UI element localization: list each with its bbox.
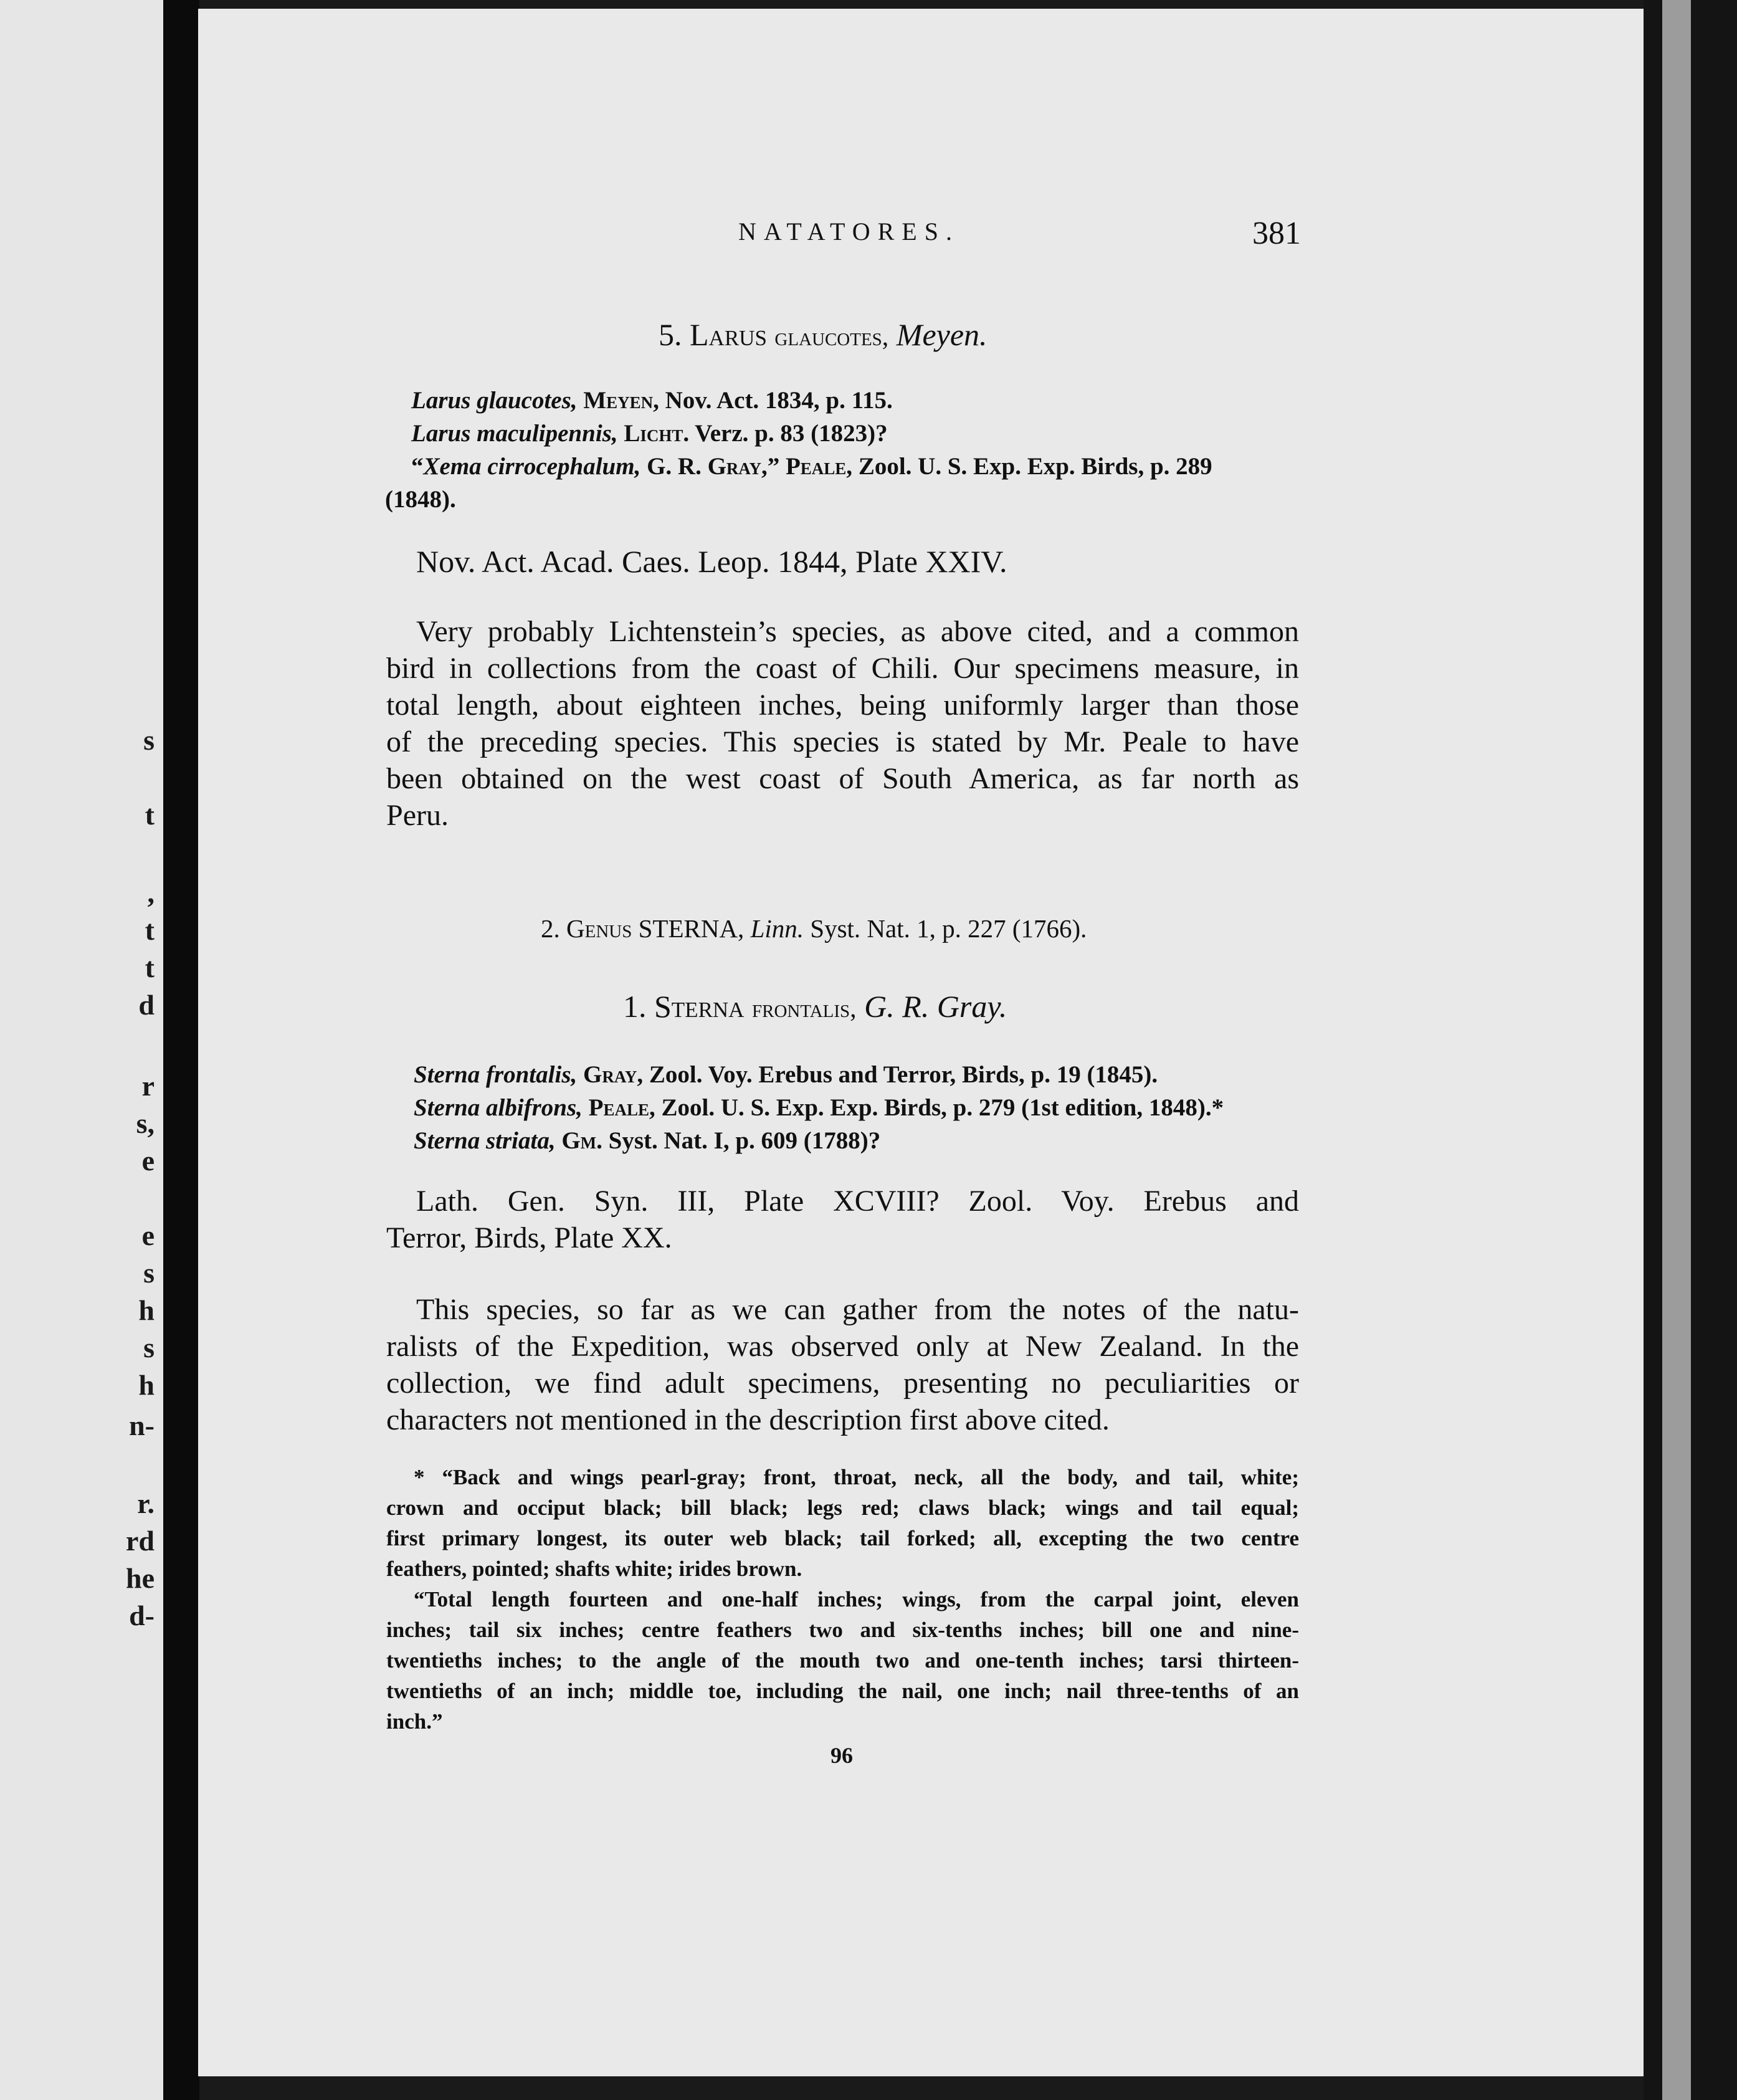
footnote-line: * “Back and wings pearl-gray; front, throat, neck, all the body, and tail, white; [414, 1465, 1299, 1489]
synonym-reference: Verz. p. 83 (1823)? [695, 420, 888, 447]
text-line: bird in collections from the coast of Chili. Our specimens measure, in [386, 652, 1299, 685]
synonym-reference: Zool. U. S. Exp. Exp. Birds, p. 279 (1st edition, 1848).* [661, 1094, 1224, 1121]
text-line: of the preceding species. This species is stated by Mr. Peale to have [386, 725, 1299, 758]
synonym-author: Licht. [624, 420, 690, 447]
facing-page-fragment: r [141, 1070, 155, 1102]
text-line: been obtained on the west coast of South America, as far north as [386, 762, 1299, 795]
text-line: Terror, Birds, Plate XX. [386, 1221, 672, 1254]
facing-page-fragment: s [143, 724, 155, 756]
genus-label: Genus [566, 914, 632, 943]
species-heading [659, 317, 987, 353]
footnote-line: first primary longest, its outer web black; tail forked; all, excepting the two centre [386, 1526, 1299, 1550]
synonym-author: G. R. Gray,” [647, 453, 780, 480]
text-line: Very probably Lichtenstein’s species, as above cited, and a common [416, 615, 1299, 648]
footnote-line: inch.” [386, 1709, 443, 1734]
page-number: 381 [1252, 216, 1301, 251]
synonym-entry [411, 450, 1212, 483]
footnote-line: “Total length fourteen and one-half inches; wings, from the carpal joint, eleven [414, 1587, 1299, 1611]
synonym-entry [411, 384, 1212, 417]
plate-reference [386, 1183, 1299, 1256]
text-line: Lath. Gen. Syn. III, Plate XCVIII? Zool. Voy. Erebus and [416, 1185, 1299, 1218]
facing-page-fragment: d [138, 989, 155, 1021]
facing-page-fragment: t [145, 799, 155, 831]
genus-heading [541, 914, 1087, 943]
heading-species: frontalis, [751, 995, 857, 1023]
footnote-line: inches; tail six inches; centre feathers two and six-tenths inches; bill one and nine- [386, 1618, 1299, 1642]
footnote-line: twentieths inches; to the angle of the mouth two and one-tenth inches; tarsi thirteen- [386, 1648, 1299, 1673]
synonym-entry [414, 1091, 1224, 1124]
facing-page-fragment: s [143, 1257, 155, 1289]
heading-number: 1. [623, 989, 647, 1024]
footnote [386, 1462, 1299, 1737]
facing-page-fragment: e [141, 1219, 155, 1251]
running-title: NATATORES. [738, 217, 959, 246]
heading-genus: Sterna [654, 989, 745, 1024]
facing-page-fragment: h [138, 1294, 155, 1326]
synonym-name: Sterna striata, [414, 1127, 556, 1154]
facing-page-fragment: d- [129, 1600, 155, 1631]
synonym-reference: Zool. Voy. Erebus and Terror, Birds, p. 19 (1845). [649, 1061, 1158, 1088]
heading-number: 5. [659, 317, 682, 352]
synonym-name: Larus glaucotes, [411, 387, 578, 414]
synonym-author: Gray, [583, 1061, 644, 1088]
genus-name: STERNA, [638, 914, 745, 943]
facing-page-fragment: he [126, 1562, 155, 1594]
text-line: total length, about eighteen inches, being uniformly larger than those [386, 689, 1299, 722]
synonym-name: Sterna frontalis, [414, 1061, 578, 1088]
synonym-author: Gm. [561, 1127, 602, 1154]
text-line: collection, we find adult specimens, presenting no peculiarities or [386, 1367, 1299, 1400]
synonym-name: Larus maculipennis, [411, 420, 618, 447]
synonymy [411, 384, 1212, 483]
body-paragraph [386, 1291, 1299, 1438]
genus-reference: Syst. Nat. 1, p. 227 (1766). [810, 914, 1087, 943]
book-spine [163, 0, 199, 2100]
facing-page-fragment: e [141, 1145, 155, 1176]
species-heading [623, 988, 1007, 1024]
plate-reference: Nov. Act. Acad. Caes. Leop. 1844, Plate XXIV. [416, 544, 1007, 579]
facing-page-fragment: r. [137, 1487, 155, 1519]
synonymy [414, 1058, 1224, 1157]
synonym-name: Xema cirrocephalum, [423, 453, 641, 480]
synonym-continuation: (1848). [385, 486, 456, 513]
facing-page-fragment: s, [136, 1107, 155, 1139]
facing-page-fragment: h [138, 1369, 155, 1401]
text-line: This species, so far as we can gather from the notes of the natu- [416, 1293, 1299, 1326]
facing-page-fragment: rd [126, 1525, 155, 1557]
facing-page-fragment: s [143, 1332, 155, 1363]
facing-page-fragment: n- [129, 1410, 155, 1441]
synonym-name: Sterna albifrons, [414, 1094, 583, 1121]
text-line: ralists of the Expedition, was observed only at New Zealand. In the [386, 1330, 1299, 1363]
synonym-entry [414, 1058, 1224, 1091]
synonym-author: Meyen, [583, 387, 659, 414]
synonym-entry [414, 1124, 1224, 1157]
synonym-reference: Nov. Act. 1834, p. 115. [665, 387, 893, 414]
footnote-line: crown and occiput black; bill black; legs red; claws black; wings and tail equal; [386, 1496, 1299, 1520]
synonym-reference: Zool. U. S. Exp. Exp. Birds, p. 289 [858, 453, 1212, 480]
facing-page-fragment: , [147, 877, 155, 909]
heading-genus: Larus [690, 317, 767, 352]
facing-page-fragment: t [145, 952, 155, 983]
body-paragraph [386, 613, 1299, 834]
quote-mark: “ [411, 453, 424, 480]
footnote-line: twentieths of an inch; middle toe, including the nail, one inch; nail three-tenths of an [386, 1679, 1299, 1703]
text-line: Peru. [386, 799, 449, 832]
page-edge-strip [1662, 0, 1691, 2100]
synonym-author: Peale, [588, 1094, 655, 1121]
facing-page-fragment: t [145, 914, 155, 946]
facing-page-edge [0, 0, 163, 2100]
heading-author: G. R. Gray. [864, 989, 1007, 1024]
genus-author: Linn. [750, 914, 804, 943]
synonym-author: Peale, [785, 453, 853, 480]
synonym-reference: Syst. Nat. I, p. 609 (1788)? [608, 1127, 881, 1154]
genus-number: 2. [541, 914, 560, 943]
signature-mark: 96 [830, 1743, 853, 1768]
text-line: characters not mentioned in the description first above cited. [386, 1403, 1110, 1436]
heading-species: glaucotes, [774, 323, 889, 351]
heading-author: Meyen. [896, 317, 987, 352]
synonym-entry [411, 417, 1212, 450]
footnote-line: feathers, pointed; shafts white; irides brown. [386, 1557, 802, 1581]
